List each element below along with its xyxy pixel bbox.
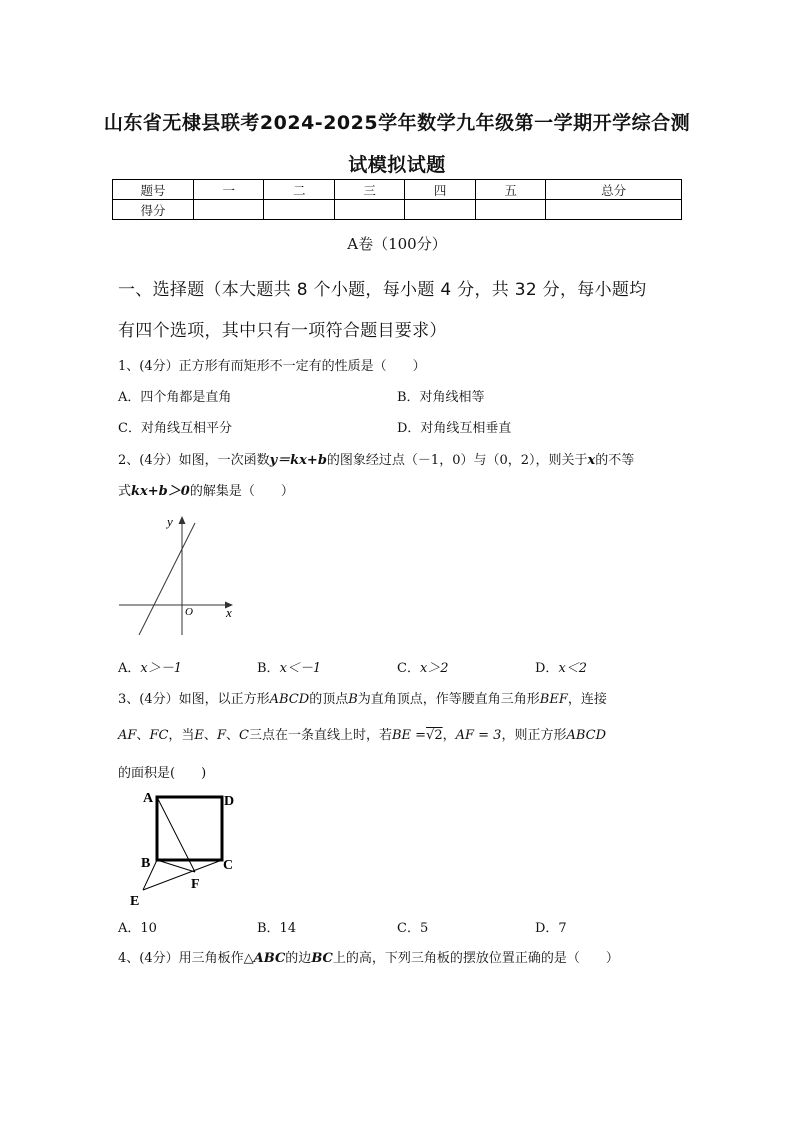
option-math: x＜－1 xyxy=(279,661,322,676)
q3-sqrt: √2 xyxy=(426,728,443,743)
q4-math: ABC xyxy=(253,951,286,966)
option-letter: D． xyxy=(535,661,559,676)
question-3-stem-line2 xyxy=(118,724,606,743)
question-3-option-c[interactable]: C．5 xyxy=(397,921,429,936)
q2-text: 2、(4分）如图，一次函数 xyxy=(118,453,270,468)
score-cell: 四 xyxy=(405,180,475,200)
q2-text: 的不等 xyxy=(595,453,635,468)
origin-label: O xyxy=(185,606,193,618)
option-letter: C． xyxy=(397,661,420,676)
score-cell: 三 xyxy=(334,180,404,200)
question-2-stem-line2 xyxy=(118,480,294,499)
score-input-cell[interactable] xyxy=(475,200,545,220)
function-line xyxy=(139,523,195,635)
q4-text: 的边 xyxy=(285,951,312,966)
q3-text: 三点在一条直线上时，若 xyxy=(248,728,392,743)
point-label-d: D xyxy=(224,794,235,809)
question-1-option-c[interactable]: C．对角线互相平分 xyxy=(118,421,232,436)
q4-text: 上的高，下列三角板的摆放位置正确的是（ ） xyxy=(332,951,619,966)
y-axis-label: y xyxy=(167,514,173,529)
section-heading-line1: 一、选择题（本大题共 8 个小题，每小题 4 分，共 32 分，每小题均 xyxy=(118,280,647,300)
q2-text: 式 xyxy=(118,484,132,499)
q3-text: ， xyxy=(442,728,456,743)
score-cell: 一 xyxy=(194,180,264,200)
score-input-cell[interactable] xyxy=(405,200,475,220)
x-axis-label: x xyxy=(226,605,232,620)
question-2-option-c[interactable] xyxy=(397,657,449,676)
question-3-stem-line3: 的面积是( ) xyxy=(118,766,207,781)
q2-var-x: x xyxy=(587,453,596,468)
score-cell: 得分 xyxy=(113,200,194,220)
q3-figure xyxy=(125,785,245,910)
square-abcd xyxy=(157,797,222,860)
q3-math: AF = 3 xyxy=(455,728,502,743)
point-label-b: B xyxy=(141,856,151,871)
score-input-cell[interactable] xyxy=(546,200,682,220)
q3-text: 的顶点 xyxy=(309,692,349,707)
question-3-option-a[interactable]: A．10 xyxy=(118,921,157,936)
point-label-a: A xyxy=(143,791,154,806)
point-label-c: C xyxy=(223,858,234,873)
score-cell: 题号 xyxy=(113,180,194,200)
q3-math: BE = xyxy=(391,728,427,743)
point-label-e: E xyxy=(130,894,140,909)
q3-math: BEF xyxy=(539,692,568,707)
question-1-option-d[interactable]: D．对角线互相垂直 xyxy=(397,421,512,436)
question-4-stem xyxy=(118,947,619,966)
question-2-option-b[interactable] xyxy=(257,657,321,676)
score-input-cell[interactable] xyxy=(194,200,264,220)
q3-text: ，当 xyxy=(168,728,195,743)
score-cell: 总分 xyxy=(546,180,682,200)
q3-math: ABCD xyxy=(269,692,310,707)
page-title-line1: 山东省无棣县联考2024-2025学年数学九年级第一学期开学综合测 xyxy=(103,112,691,134)
score-input-cell[interactable] xyxy=(334,200,404,220)
question-2-stem-line1 xyxy=(118,449,634,468)
q4-math: BC xyxy=(311,951,333,966)
page-title-line2: 试模拟试题 xyxy=(348,154,446,176)
q3-text: 为直角顶点，作等腰直角三角形 xyxy=(357,692,540,707)
question-3-option-d[interactable]: D．7 xyxy=(535,921,567,936)
q3-text: 、 xyxy=(136,728,150,743)
question-1-option-a[interactable]: A．四个角都是直角 xyxy=(118,390,232,405)
q3-text: 3、(4分）如图，以正方形 xyxy=(118,692,270,707)
q3-math: F xyxy=(216,728,226,743)
q2-text: 的图象经过点（－1，0）与（0，2），则关于 xyxy=(326,453,588,468)
option-letter: A． xyxy=(118,661,141,676)
q3-math: E xyxy=(194,728,204,743)
q3-math: AF xyxy=(118,728,137,743)
question-3-option-b[interactable]: B．14 xyxy=(257,921,297,936)
section-heading-line2: 有四个选项，其中只有一项符合题目要求） xyxy=(118,321,447,341)
q3-math: ABCD xyxy=(566,728,607,743)
option-math: x＞2 xyxy=(419,661,449,676)
score-input-cell[interactable] xyxy=(264,200,334,220)
q2-formula: y＝kx+b xyxy=(269,453,327,468)
option-math: x＜2 xyxy=(558,661,588,676)
score-table xyxy=(112,179,682,220)
q3-text: 、 xyxy=(203,728,217,743)
score-table-score-row xyxy=(113,200,682,220)
point-label-f: F xyxy=(191,877,200,892)
question-2-option-a[interactable] xyxy=(118,657,182,676)
q3-text: 、 xyxy=(225,728,239,743)
question-2-option-d[interactable] xyxy=(535,657,587,676)
score-table-header-row xyxy=(113,180,682,200)
q3-text: ，连接 xyxy=(567,692,607,707)
q3-math: C xyxy=(238,728,249,743)
volume-heading: A卷（100分） xyxy=(347,235,447,253)
question-1-stem: 1、(4分）正方形有而矩形不一定有的性质是（ ） xyxy=(118,359,426,374)
q3-math: B xyxy=(348,692,358,707)
option-letter: B． xyxy=(257,661,280,676)
score-cell: 五 xyxy=(475,180,545,200)
question-3-stem-line1 xyxy=(118,688,607,707)
y-axis-arrow-icon xyxy=(179,516,186,524)
q2-graph xyxy=(115,510,240,640)
score-cell: 二 xyxy=(264,180,334,200)
q4-text: 4、(4分）用三角板作△ xyxy=(118,951,254,966)
option-math: x＞－1 xyxy=(140,661,182,676)
q2-text: 的解集是（ ） xyxy=(189,484,294,499)
q3-text: ，则正方形 xyxy=(501,728,567,743)
q3-math: FC xyxy=(149,728,169,743)
question-1-option-b[interactable]: B．对角线相等 xyxy=(397,390,485,405)
q2-inequality: kx+b＞0 xyxy=(131,484,190,499)
